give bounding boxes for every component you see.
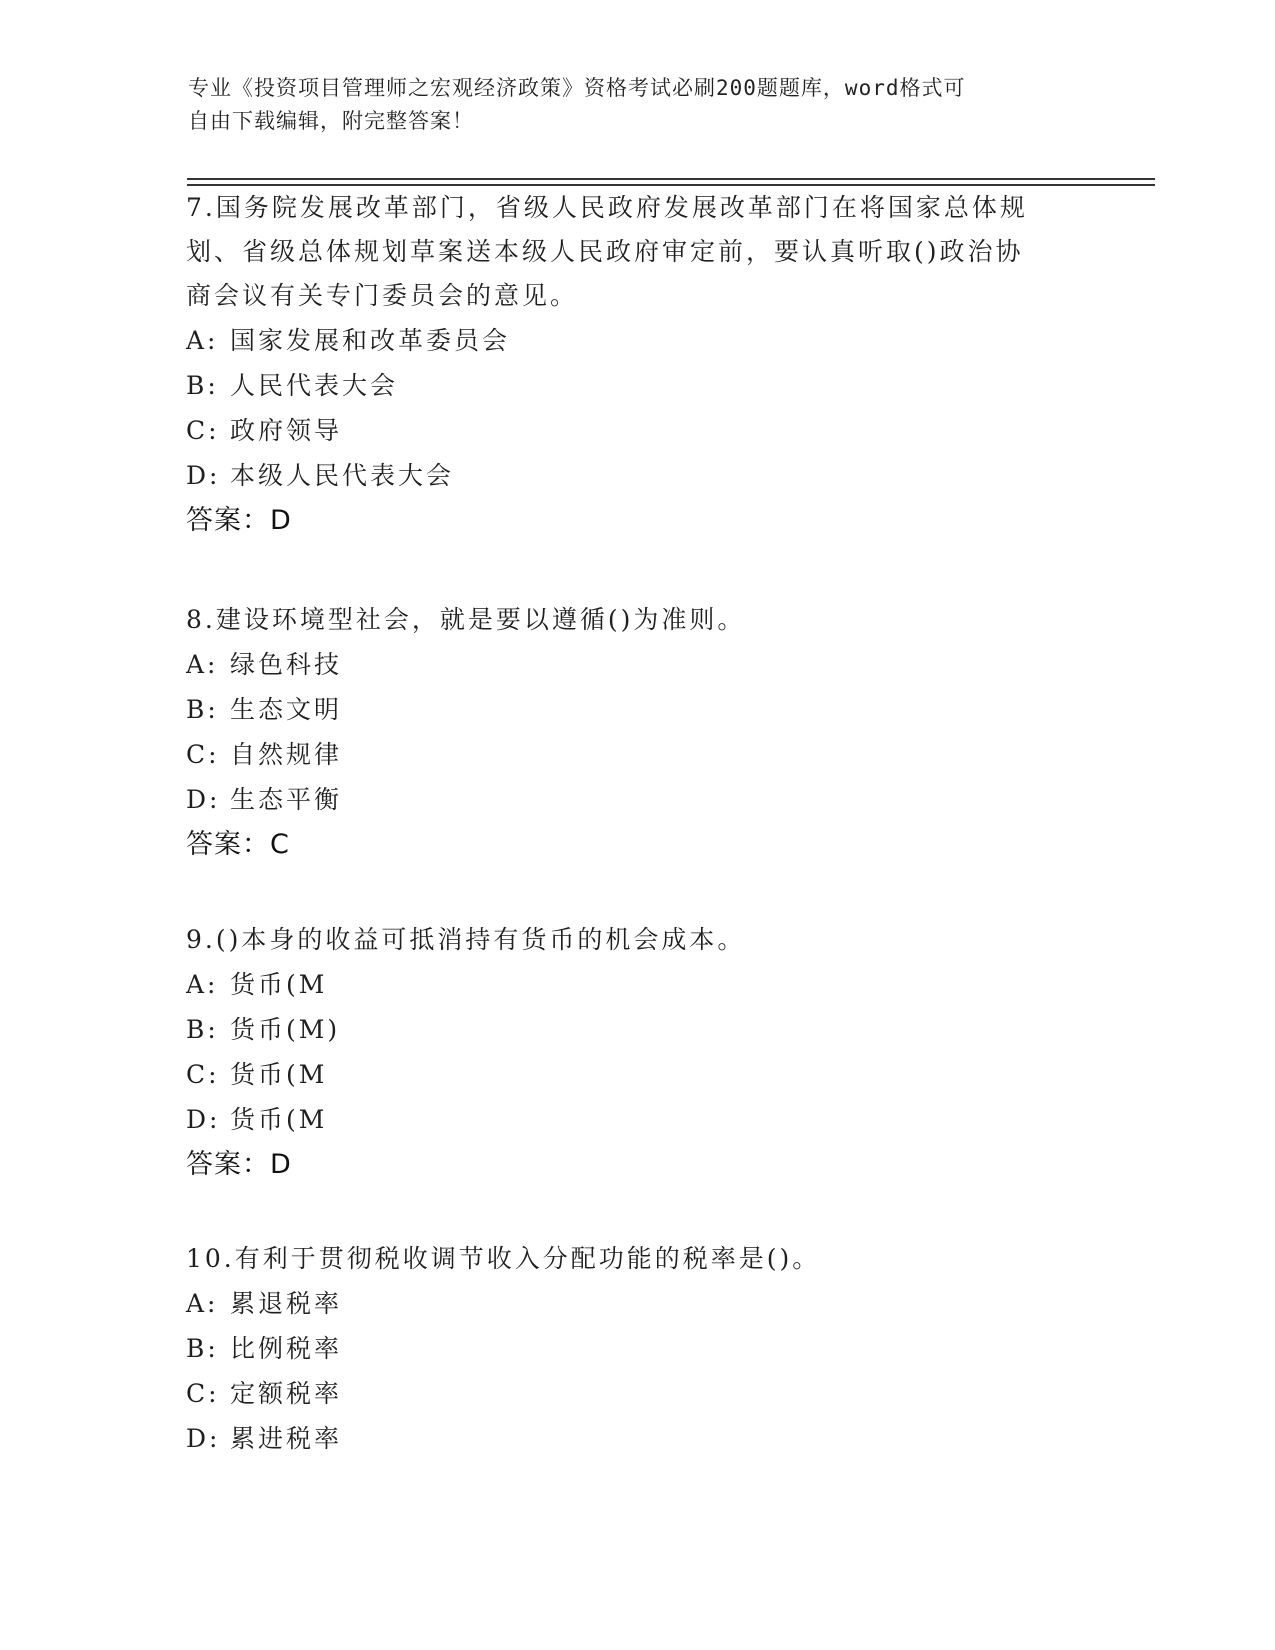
option-letter: A: [186, 970, 219, 999]
question-8 [186, 598, 1066, 868]
question-10 [186, 1237, 1066, 1461]
stem-line: 商会议有关专门委员会的意见。 [186, 281, 579, 310]
option-text: 货币(M [230, 1060, 328, 1089]
option-letter: D: [186, 785, 221, 814]
header-line-2: 自由下载编辑，附完整答案！ [188, 109, 474, 133]
answer-text: 答案：C [186, 829, 290, 860]
option-text: 比例税率 [230, 1334, 343, 1363]
option-b [186, 1326, 1066, 1371]
option-text: 生态文明 [230, 695, 343, 724]
option-text: 累退税率 [230, 1289, 343, 1318]
header-line-1: 专业《投资项目管理师之宏观经济政策》资格考试必刷200题题库，word格式可 [188, 76, 966, 100]
option-letter: A: [186, 326, 219, 355]
option-text: 货币(M) [230, 1015, 341, 1044]
option-a [186, 962, 1066, 1007]
option-list [186, 318, 1066, 498]
option-d [186, 777, 1066, 822]
option-c [186, 1052, 1066, 1097]
option-letter: B: [186, 695, 219, 724]
question-7 [186, 186, 1066, 544]
option-text: 人民代表大会 [230, 371, 399, 400]
question-stem [186, 1237, 1066, 1281]
option-c [186, 1371, 1066, 1416]
option-text: 货币(M [230, 1105, 328, 1134]
option-letter: B: [186, 1015, 219, 1044]
option-letter: C: [186, 416, 220, 445]
option-a [186, 642, 1066, 687]
question-stem [186, 186, 1066, 318]
stem-line: 7.国务院发展改革部门，省级人民政府发展改革部门在将国家总体规 [186, 193, 1028, 222]
option-d [186, 453, 1066, 498]
option-text: 生态平衡 [230, 785, 343, 814]
question-stem [186, 918, 1066, 962]
option-d [186, 1416, 1066, 1461]
header-divider-top [187, 178, 1155, 180]
answer-text: 答案：D [186, 1149, 292, 1180]
option-letter: D: [186, 461, 221, 490]
option-text: 绿色科技 [230, 650, 343, 679]
option-letter: B: [186, 371, 219, 400]
option-c [186, 732, 1066, 777]
option-letter: D: [186, 1424, 221, 1453]
option-text: 货币(M [230, 970, 328, 999]
option-text: 自然规律 [230, 740, 343, 769]
option-list [186, 642, 1066, 822]
option-list [186, 1281, 1066, 1461]
document-header [188, 72, 1068, 138]
option-text: 政府领导 [230, 416, 343, 445]
option-text: 定额税率 [230, 1379, 343, 1408]
option-letter: C: [186, 740, 220, 769]
stem-line: 10.有利于贯彻税收调节收入分配功能的税率是()。 [186, 1244, 821, 1273]
option-letter: D: [186, 1105, 221, 1134]
option-c [186, 408, 1066, 453]
option-a [186, 1281, 1066, 1326]
option-b [186, 1007, 1066, 1052]
option-letter: A: [186, 650, 219, 679]
stem-line: 划、省级总体规划草案送本级人民政府审定前，要认真听取()政治协 [186, 237, 1024, 266]
answer-text: 答案：D [186, 505, 292, 536]
option-letter: B: [186, 1334, 219, 1363]
option-b [186, 687, 1066, 732]
option-b [186, 363, 1066, 408]
option-letter: C: [186, 1060, 220, 1089]
option-a [186, 318, 1066, 363]
option-d [186, 1097, 1066, 1142]
option-text: 累进税率 [230, 1424, 343, 1453]
stem-line: 8.建设环境型社会，就是要以遵循()为准则。 [186, 605, 746, 634]
question-stem [186, 598, 1066, 642]
option-letter: A: [186, 1289, 219, 1318]
stem-line: 9.()本身的收益可抵消持有货币的机会成本。 [186, 925, 746, 954]
option-text: 本级人民代表大会 [230, 461, 455, 490]
option-letter: C: [186, 1379, 220, 1408]
option-text: 国家发展和改革委员会 [230, 326, 511, 355]
question-9 [186, 918, 1066, 1188]
option-list [186, 962, 1066, 1142]
